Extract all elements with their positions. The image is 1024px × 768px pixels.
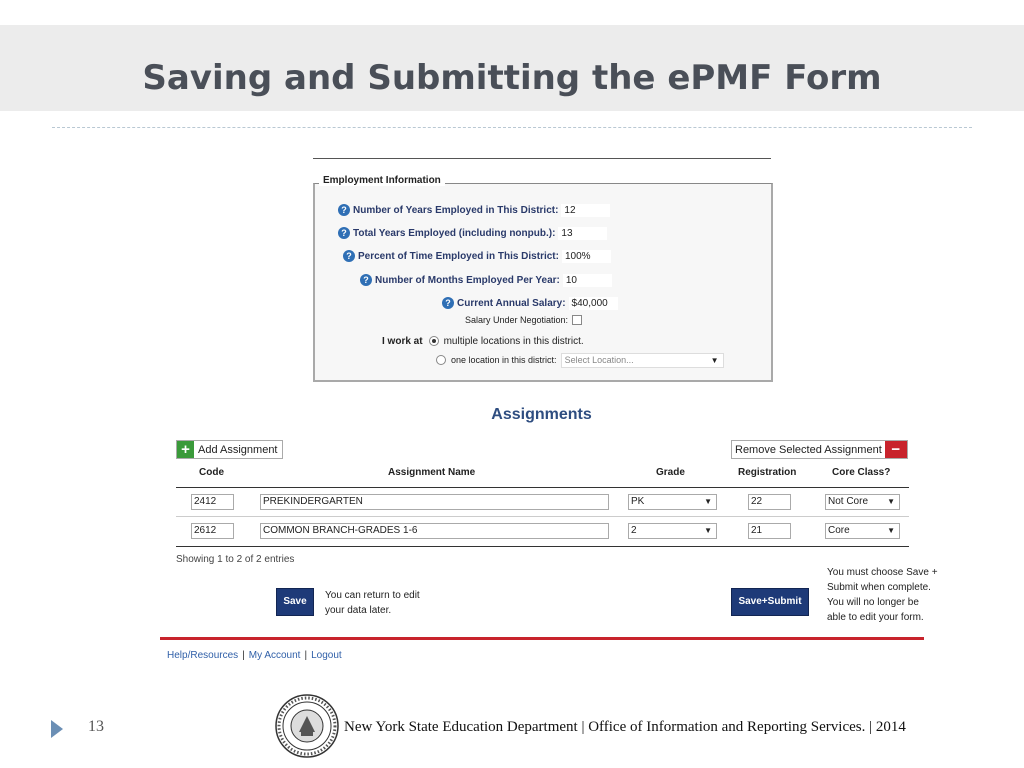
registration-input[interactable]: 22 — [748, 494, 791, 510]
percent-time-input[interactable]: 100% — [562, 250, 611, 263]
assignment-name-input[interactable]: COMMON BRANCH-GRADES 1-6 — [260, 523, 609, 539]
minus-icon: − — [885, 441, 907, 458]
employment-legend: Employment Information — [319, 175, 445, 186]
help-icon[interactable]: ? — [442, 297, 454, 309]
field-one-location — [436, 352, 724, 368]
field-work-location — [382, 333, 584, 349]
core-value: Not Core — [828, 496, 869, 507]
chevron-down-icon: ▼ — [887, 526, 895, 535]
salary-negotiation-checkbox[interactable] — [572, 315, 582, 325]
location-select[interactable] — [561, 353, 724, 368]
remove-assignment-label: Remove Selected Assignment — [735, 443, 882, 456]
slide-bullet-arrow-icon — [51, 720, 63, 738]
work-at-label: I work at — [382, 335, 423, 347]
months-year-input[interactable]: 10 — [563, 274, 612, 287]
save-note-line: your data later. — [325, 605, 392, 616]
submit-note-line: able to edit your form. — [827, 612, 924, 623]
chevron-down-icon: ▼ — [710, 355, 719, 365]
table-bottom-rule — [176, 546, 909, 547]
logout-link[interactable]: Logout — [311, 650, 342, 661]
grade-value: PK — [631, 496, 645, 507]
code-input[interactable]: 2412 — [191, 494, 234, 510]
grade-select[interactable] — [628, 523, 717, 539]
field-label: Number of Months Employed Per Year: — [375, 274, 560, 286]
one-location-radio[interactable] — [436, 355, 446, 365]
field-label: Current Annual Salary: — [457, 297, 566, 309]
add-assignment-label: Add Assignment — [198, 443, 278, 456]
field-percent-time — [343, 248, 611, 264]
assignments-heading: Assignments — [491, 406, 592, 423]
field-label: Percent of Time Employed in This District: — [358, 250, 559, 262]
link-separator: | — [304, 650, 308, 661]
field-salary-negotiation — [465, 312, 582, 328]
core-select[interactable] — [825, 523, 900, 539]
col-header-name[interactable]: Assignment Name — [388, 467, 476, 478]
core-select[interactable] — [825, 494, 900, 510]
page-number: 13 — [88, 718, 104, 735]
field-label: Total Years Employed (including nonpub.): — [353, 227, 556, 239]
core-value: Core — [828, 525, 850, 536]
one-location-label: one location in this district: — [451, 355, 557, 365]
field-years-district — [338, 202, 610, 218]
chevron-down-icon: ▼ — [887, 497, 895, 506]
grade-value: 2 — [631, 525, 637, 536]
col-header-core[interactable]: Core Class? — [832, 467, 891, 478]
help-icon[interactable]: ? — [338, 227, 350, 239]
panel-top-rule — [313, 158, 771, 159]
help-icon[interactable]: ? — [338, 204, 350, 216]
field-annual-salary — [442, 295, 618, 311]
chevron-down-icon: ▼ — [704, 497, 712, 506]
slide-title: Saving and Submitting the ePMF Form — [142, 58, 882, 98]
save-note — [325, 588, 420, 618]
multiple-locations-label: multiple locations in this district. — [443, 335, 584, 347]
help-icon[interactable]: ? — [343, 250, 355, 262]
submit-note-line: You will no longer be — [827, 597, 919, 608]
entries-count: Showing 1 to 2 of 2 entries — [176, 554, 295, 565]
plus-icon: + — [177, 441, 194, 458]
add-assignment-button[interactable] — [176, 440, 283, 459]
salary-negotiation-label: Salary Under Negotiation: — [465, 315, 569, 325]
col-header-grade[interactable]: Grade — [656, 467, 685, 478]
footer-links — [167, 650, 342, 661]
field-months-year — [360, 272, 612, 288]
assignment-name-input[interactable]: PREKINDERGARTEN — [260, 494, 609, 510]
help-icon[interactable]: ? — [360, 274, 372, 286]
footer-text: New York State Education Department | Office of Information and Reporting Services. | 2014 — [344, 719, 906, 735]
footer-red-rule — [160, 637, 924, 640]
col-header-code[interactable]: Code — [199, 467, 224, 478]
annual-salary-input[interactable]: $40,000 — [569, 297, 618, 310]
link-separator: | — [242, 650, 245, 661]
field-label: Number of Years Employed in This District: — [353, 204, 559, 216]
submit-note — [827, 565, 938, 625]
field-total-years — [338, 225, 607, 241]
row-divider — [176, 516, 909, 517]
remove-assignment-button[interactable] — [731, 440, 908, 459]
col-header-registration[interactable]: Registration — [738, 467, 797, 478]
multiple-locations-radio[interactable] — [429, 336, 439, 346]
title-divider — [52, 127, 972, 128]
my-account-link[interactable]: My Account — [248, 650, 301, 661]
registration-input[interactable]: 21 — [748, 523, 791, 539]
save-button[interactable]: Save — [276, 588, 314, 616]
chevron-down-icon: ▼ — [704, 526, 712, 535]
save-submit-button[interactable]: Save+Submit — [731, 588, 809, 616]
help-resources-link[interactable]: Help/Resources — [167, 650, 239, 661]
total-years-input[interactable]: 13 — [558, 227, 607, 240]
grade-select[interactable] — [628, 494, 717, 510]
submit-note-line: Submit when complete. — [827, 582, 931, 593]
years-district-input[interactable]: 12 — [561, 204, 610, 217]
location-select-value: Select Location... — [564, 354, 634, 365]
save-note-line: You can return to edit — [325, 590, 420, 601]
submit-note-line: You must choose Save + — [827, 567, 938, 578]
nys-seal-icon — [275, 694, 339, 758]
table-header-rule — [176, 487, 909, 488]
code-input[interactable]: 2612 — [191, 523, 234, 539]
